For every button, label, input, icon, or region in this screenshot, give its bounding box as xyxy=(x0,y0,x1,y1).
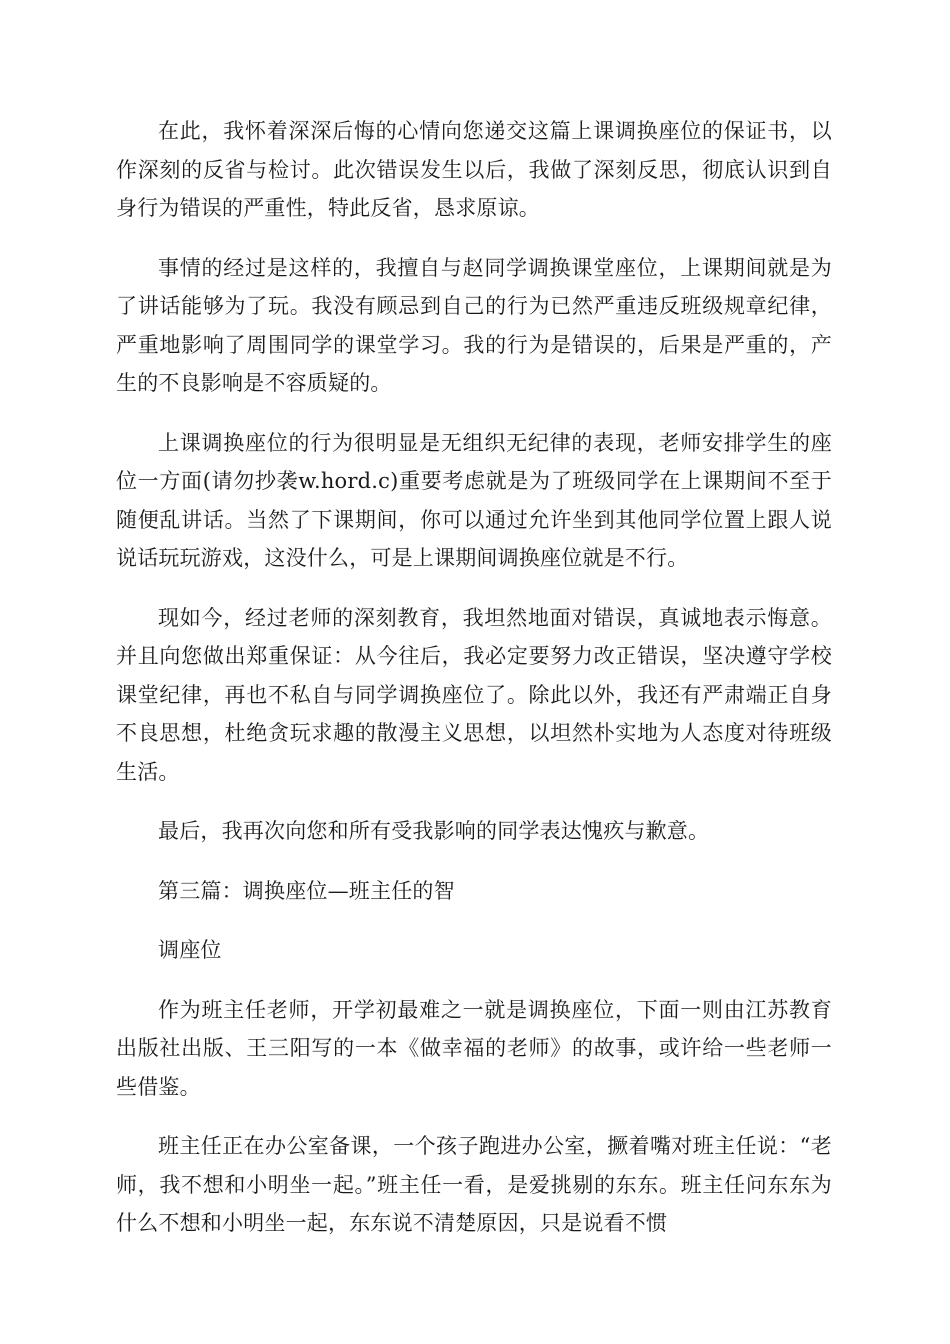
section-heading: 第三篇：调换座位—班主任的智 xyxy=(158,878,455,903)
paragraph-reflection: 上课调换座位的行为很明显是无组织无纪律的表现，老师安排学生的座位一方面(请勿抄袭w.hord.c)重要考虑就是为了班级同学在上课期间不至于随便乱讲话。当然了下课期间，你可以通过允许坐到其他同学位置上跟人说说话玩玩游戏，这没什么，可是上课期间调换座位就是不行。 xyxy=(116,430,832,570)
paragraph-closing-apology: 最后，我再次向您和所有受我影响的同学表达愧疚与歉意。 xyxy=(158,819,710,843)
document-page xyxy=(116,112,832,1264)
paragraph-story-intro: 作为班主任老师，开学初最难之一就是调换座位，下面一则由江苏教育出版社出版、王三阳写的一本《做幸福的老师》的故事，或许给一些老师一些借鉴。 xyxy=(116,997,832,1099)
paragraph-apology-intro: 在此，我怀着深深后悔的心情向您递交这篇上课调换座位的保证书，以作深刻的反省与检讨。此次错误发生以后，我做了深刻反思，彻底认识到自身行为错误的严重性，特此反省，恳求原谅。 xyxy=(116,119,832,220)
paragraph-incident-account: 事情的经过是这样的，我擅自与赵同学调换课堂座位，上课期间就是为了讲话能够为了玩。我没有顾忌到自己的行为已然严重违反班级规章纪律，严重地影响了周围同学的课堂学习。我的行为是错误的，后果是严重的，产生的不良影响是不容质疑的。 xyxy=(116,255,832,395)
paragraph-story-body: 班主任正在办公室备课，一个孩子跑进办公室，撅着嘴对班主任说：“老师，我不想和小明坐一起。”班主任一看，是爱挑剔的东东。班主任问东东为什么不想和小明坐一起，东东说不清楚原因，只是说看不惯 xyxy=(116,1134,832,1235)
paragraph-pledge: 现如今，经过老师的深刻教育，我坦然地面对错误，真诚地表示悔意。并且向您做出郑重保证：从今往后，我必定要努力改正错误，坚决遵守学校课堂纪律，再也不私自与同学调换座位了。除此以外，我还有严肃端正自身不良思想，杜绝贪玩求趣的散漫主义思想，以坦然朴实地为人态度对待班级生活。 xyxy=(116,605,832,784)
subsection-title: 调座位 xyxy=(158,938,222,962)
